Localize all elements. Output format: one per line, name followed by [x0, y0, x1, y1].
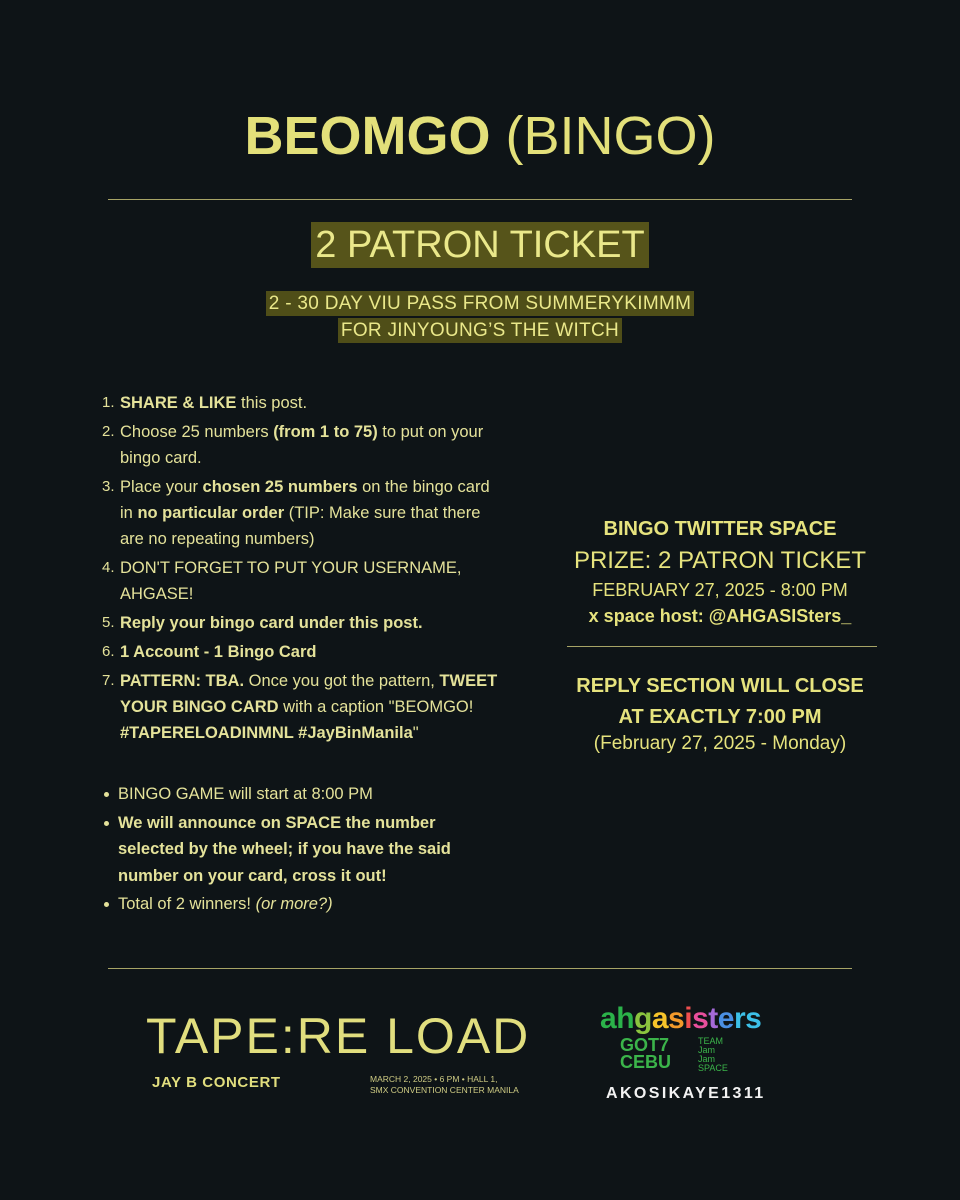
logo-letter: s	[668, 1002, 685, 1035]
title-bold: BEOMGO	[244, 106, 491, 166]
instruction-step	[98, 419, 498, 471]
note-item	[98, 781, 498, 808]
step-number: 3.	[102, 478, 115, 495]
logo-letter: s	[745, 1002, 762, 1035]
logo-letter: s	[692, 1002, 709, 1035]
tape-reload-logo: TAPE:RE LOAD	[146, 1008, 531, 1064]
step-text: (TIP: Make sure that there are no repeating numbers)	[120, 504, 481, 548]
space-host: x space host: @AHGASISters_	[588, 606, 852, 626]
step-text: #TAPERELOADINMNL #JayBinManila	[120, 724, 413, 742]
bullet-dot-icon	[104, 821, 109, 826]
logo-letter: h	[616, 1002, 635, 1035]
logo-letter: e	[717, 1002, 734, 1035]
bullet-dot-icon	[104, 792, 109, 797]
logo-letter: a	[651, 1002, 669, 1035]
venue-line-1: MARCH 2, 2025 • 6 PM • HALL 1,	[370, 1074, 498, 1084]
step-text: on the bingo card in	[120, 478, 490, 522]
team-logo-word: SPACE	[698, 1063, 728, 1073]
logo-letter: a	[600, 1002, 617, 1035]
step-number: 5.	[102, 614, 115, 631]
note-text: (or more?)	[255, 895, 333, 913]
step-text: chosen 25 numbers	[202, 478, 358, 496]
step-number: 2.	[102, 423, 115, 440]
logo-letter: i	[684, 1002, 693, 1035]
instruction-step	[98, 610, 498, 636]
bullet-dot-icon	[104, 902, 109, 907]
team-logo-word: TEAM	[698, 1036, 724, 1046]
step-number: 6.	[102, 643, 115, 660]
step-text: 1 Account - 1 Bingo Card	[120, 643, 317, 661]
step-text: TWEET YOUR BINGO CARD	[120, 672, 498, 716]
page-title	[0, 105, 960, 167]
bottom-divider	[108, 968, 852, 969]
step-text: "	[412, 724, 419, 742]
instructions-list	[98, 390, 498, 749]
reply-close-line-1: REPLY SECTION WILL CLOSE	[576, 675, 864, 697]
instruction-step	[98, 639, 498, 665]
got7-logo-word: CEBU	[620, 1052, 672, 1072]
step-text: Reply your bingo card under this post.	[120, 614, 423, 632]
space-title: BINGO TWITTER SPACE	[603, 518, 837, 540]
game-notes-list	[98, 781, 498, 920]
step-text: to put on your bingo card.	[120, 423, 484, 467]
step-number: 1.	[102, 394, 115, 411]
got7-logo-word: GOT7	[620, 1035, 670, 1055]
title-rest: (BINGO)	[505, 106, 716, 166]
note-text: BINGO GAME will start at 8:00 PM	[118, 785, 373, 803]
step-text: SHARE & LIKE	[120, 394, 237, 412]
prize-banner-wrap	[0, 222, 960, 268]
step-text: no particular order	[137, 504, 285, 522]
instruction-step	[98, 668, 498, 746]
step-text: with a caption "BEOMGO!	[278, 698, 474, 716]
space-prize: PRIZE: 2 PATRON TICKET	[573, 547, 867, 574]
step-text: (from 1 to 75)	[273, 423, 378, 441]
step-number: 7.	[102, 672, 115, 689]
venue-line-2: SMX CONVENTION CENTER MANILA	[370, 1085, 519, 1095]
team-logo-word: Jam	[698, 1045, 716, 1055]
note-item	[98, 810, 498, 890]
logo-letter: t	[708, 1002, 718, 1035]
logo-letter: r	[733, 1002, 746, 1035]
instruction-step	[98, 555, 498, 607]
instruction-step	[98, 390, 498, 416]
space-date: FEBRUARY 27, 2025 - 8:00 PM	[592, 580, 848, 600]
reply-close-date: (February 27, 2025 - Monday)	[593, 733, 847, 754]
step-number: 4.	[102, 559, 115, 576]
note-item	[98, 891, 498, 918]
step-text: this post.	[236, 394, 308, 412]
got7-cebu-logo	[620, 1037, 671, 1071]
instruction-step	[98, 474, 498, 552]
prize-description	[0, 291, 960, 345]
logo-letter: g	[634, 1002, 652, 1035]
prize-desc-line-2: FOR JINYOUNG’S THE WITCH	[338, 318, 622, 343]
step-text: DON'T FORGET TO PUT YOUR USERNAME, AHGASE!	[120, 559, 462, 603]
credit-handle: AKOSIKAYE1311	[606, 1085, 766, 1102]
top-divider	[108, 199, 852, 200]
note-text: We will announce on SPACE the number selected by the wheel; if you have the said number on your card, cross it out!	[118, 813, 451, 885]
step-text: Place your	[120, 478, 203, 496]
space-divider	[567, 646, 877, 647]
ahgasisters-logo	[600, 1001, 761, 1037]
team-jam-space-logo	[698, 1037, 728, 1073]
reply-close-line-2: AT EXACTLY 7:00 PM	[618, 706, 822, 728]
prize-desc-line-1: 2 - 30 DAY VIU PASS FROM SUMMERYKIMMM	[266, 291, 695, 316]
step-text: Once you got the pattern,	[244, 672, 440, 690]
venue-info	[370, 1074, 519, 1096]
team-logo-word: Jam	[698, 1054, 716, 1064]
concert-subtitle: JAY B CONCERT	[152, 1074, 281, 1091]
prize-banner: 2 PATRON TICKET	[311, 222, 648, 268]
note-text: Total of 2 winners!	[118, 895, 256, 913]
step-text: PATTERN: TBA.	[120, 672, 245, 690]
step-text: Choose 25 numbers	[120, 423, 274, 441]
